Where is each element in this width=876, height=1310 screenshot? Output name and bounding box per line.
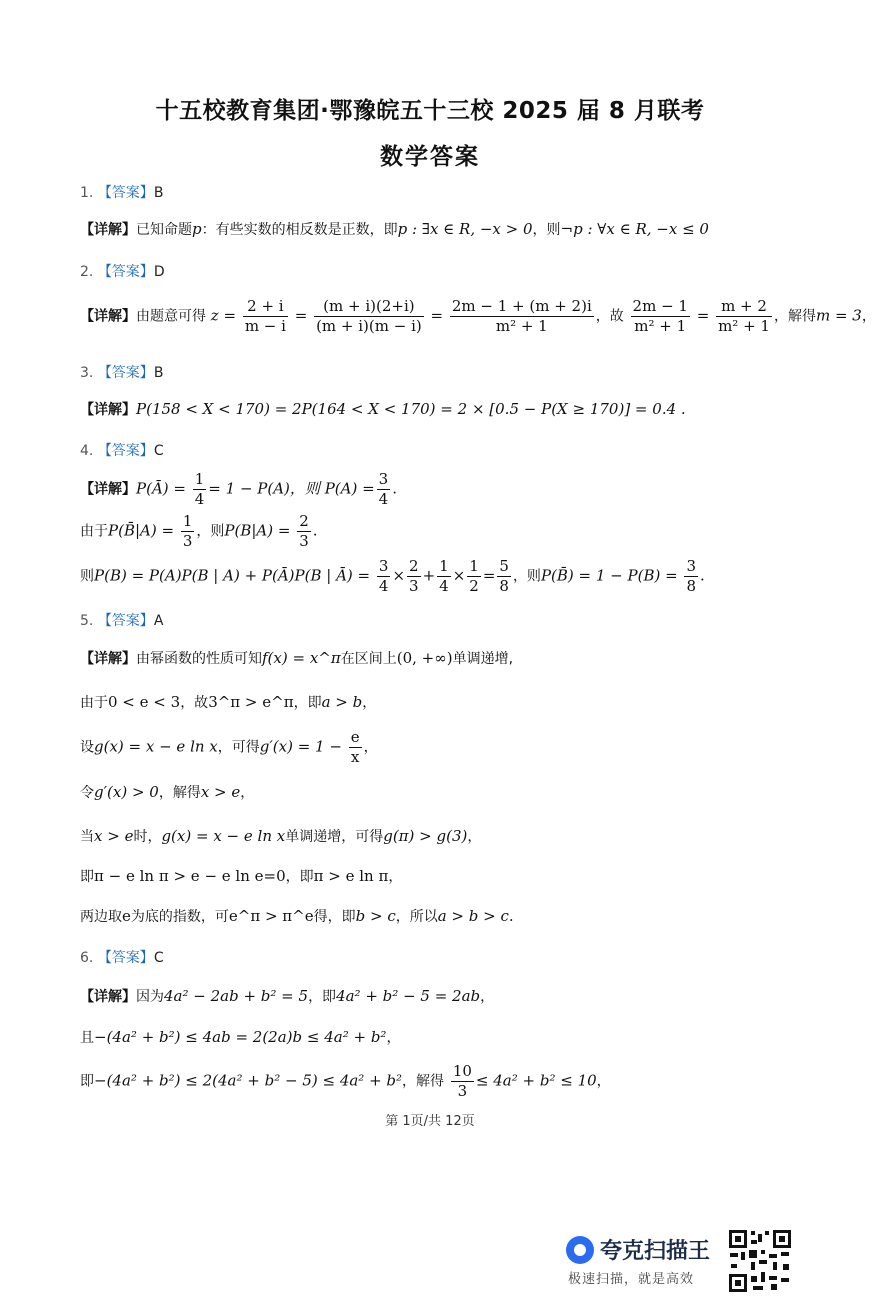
fraction: $\frac{2m - 1 + (m + 2)i}{\text{m² + 1}}$ bbox=[451, 297, 592, 335]
fraction: $\frac{5}{8}$ bbox=[499, 557, 509, 595]
q5-line-4: 令g′(x) > 0，解得x > e， bbox=[80, 783, 255, 801]
fraction: $\frac{2 + i}{m - i}$ bbox=[244, 297, 286, 335]
fraction: $\frac{1}{4}$ bbox=[194, 470, 205, 508]
scanner-watermark bbox=[562, 1230, 722, 1290]
q4-line-2: 由于P(B̄|A) = $\frac{1}{3}$ ，则P(B|A) = $\frac{2}{3}$ . bbox=[80, 512, 318, 550]
fraction: $\frac{2m - 1}{\text{m² + 1}}$ bbox=[632, 297, 688, 335]
fraction: $\frac{1}{3}$ bbox=[182, 512, 193, 550]
qr-code-icon bbox=[727, 1228, 793, 1294]
q5-line-5: 当x > e时，g(x) = x − e ln x单调递增，可得g(π) > g(3)， bbox=[80, 827, 482, 845]
fraction: $\frac{e}{x}$ bbox=[350, 728, 360, 766]
fraction: $\frac{10}{3}$ bbox=[452, 1062, 472, 1100]
fraction: $\frac{3}{4}$ bbox=[378, 557, 389, 595]
q3-detail: 【详解】P(158 < X < 170) = 2P(164 < X < 170) = 2 × [0.5 − P(X ≥ 170)] = 0.4 . bbox=[80, 400, 686, 418]
fraction: $\frac{(m + i)(2+i)}{(m + i)(m - i)}$ bbox=[316, 297, 422, 335]
q2-detail: 【详解】由题意可得 z = $\frac{2 + i}{m - i}$ = $\frac{(m + i)(2+i)}{(m + i)(m - i)}$ = $\frac{2m - 1 + (m + 2)i}{\text{m² + 1}}$ ，故 $\frac{2m - 1}{\text{m² + 1}}$ = $\frac{m + 2}{\text{m² + 1}}$ ，解得m = 3， bbox=[80, 297, 876, 335]
q5-answer: 5. 【答案】A bbox=[80, 613, 164, 629]
q4-answer: 4. 【答案】C bbox=[80, 443, 164, 459]
fraction: $\frac{2}{3}$ bbox=[299, 512, 309, 550]
brand-name: 夸克扫描王 bbox=[600, 1239, 711, 1264]
q5-line-6: 即π − e ln π > e − e ln e=0，即π > e ln π， bbox=[80, 867, 403, 885]
q4-line-1: 【详解】P(Ā) = $\frac{1}{4}$ = 1 − P(A)，则 P(A) = $\frac{3}{4}$ . bbox=[80, 470, 397, 508]
q4-line-3: 则P(B) = P(A)P(B | A) + P(Ā)P(B | Ā) = $\frac{3}{4}$ × $\frac{2}{3}$ + $\frac{1}{4}$ × $\frac{1}{2}$ = $\frac{5}{8}$ ，则P(B̄) = 1 − P(B) = $\frac{3}{8}$ . bbox=[80, 557, 705, 595]
q6-line-2: 且−(4a² + b²) ≤ 4ab = 2(2a)b ≤ 4a² + b²， bbox=[80, 1028, 401, 1046]
q2-answer: 2. 【答案】D bbox=[80, 264, 165, 280]
q5-line-1: 【详解】由幂函数的性质可知f(x) = x^π在区间上(0, +∞)单调递增, bbox=[80, 649, 514, 667]
fraction: $\frac{m + 2}{\text{m² + 1}}$ bbox=[718, 297, 770, 335]
q5-line-3: 设g(x) = x − e ln x，可得g′(x) = 1 − $\frac{e}{x}$ ， bbox=[80, 728, 378, 766]
q6-line-1: 【详解】因为4a² − 2ab + b² = 5，即4a² + b² − 5 = 2ab， bbox=[80, 987, 495, 1005]
q1-detail: 【详解】已知命题p：有些实数的相反数是正数，即p : ∃x ∈ R, −x > 0，则¬p : ∀x ∈ R, −x ≤ 0 bbox=[80, 220, 709, 238]
page-number: 第 1页/共 12页 bbox=[385, 1114, 475, 1129]
q5-line-7: 两边取e为底的指数，可e^π > π^e得，即b > c，所以a > b > c. bbox=[80, 907, 514, 925]
q6-answer: 6. 【答案】C bbox=[80, 950, 164, 966]
q5-line-2: 由于0 < e < 3，故3^π > e^π，即a > b， bbox=[80, 693, 377, 711]
page-subtitle: 数学答案 bbox=[380, 144, 480, 170]
q1-answer: 1. 【答案】B bbox=[80, 185, 164, 201]
fraction: $\frac{1}{2}$ bbox=[469, 557, 479, 595]
fraction: $\frac{3}{8}$ bbox=[686, 557, 696, 595]
fraction: $\frac{2}{3}$ bbox=[409, 557, 419, 595]
page-title: 十五校教育集团·鄂豫皖五十三校 2025 届 8 月联考 bbox=[155, 98, 705, 124]
q3-answer: 3. 【答案】B bbox=[80, 365, 164, 381]
quark-logo-icon bbox=[566, 1236, 594, 1264]
brand-slogan: 极速扫描，就是高效 bbox=[568, 1272, 695, 1287]
q6-line-3: 即−(4a² + b²) ≤ 2(4a² + b² − 5) ≤ 4a² + b²，解得 $\frac{10}{3}$ ≤ 4a² + b² ≤ 10， bbox=[80, 1062, 611, 1100]
fraction: $\frac{3}{4}$ bbox=[378, 470, 389, 508]
fraction: $\frac{1}{4}$ bbox=[439, 557, 449, 595]
